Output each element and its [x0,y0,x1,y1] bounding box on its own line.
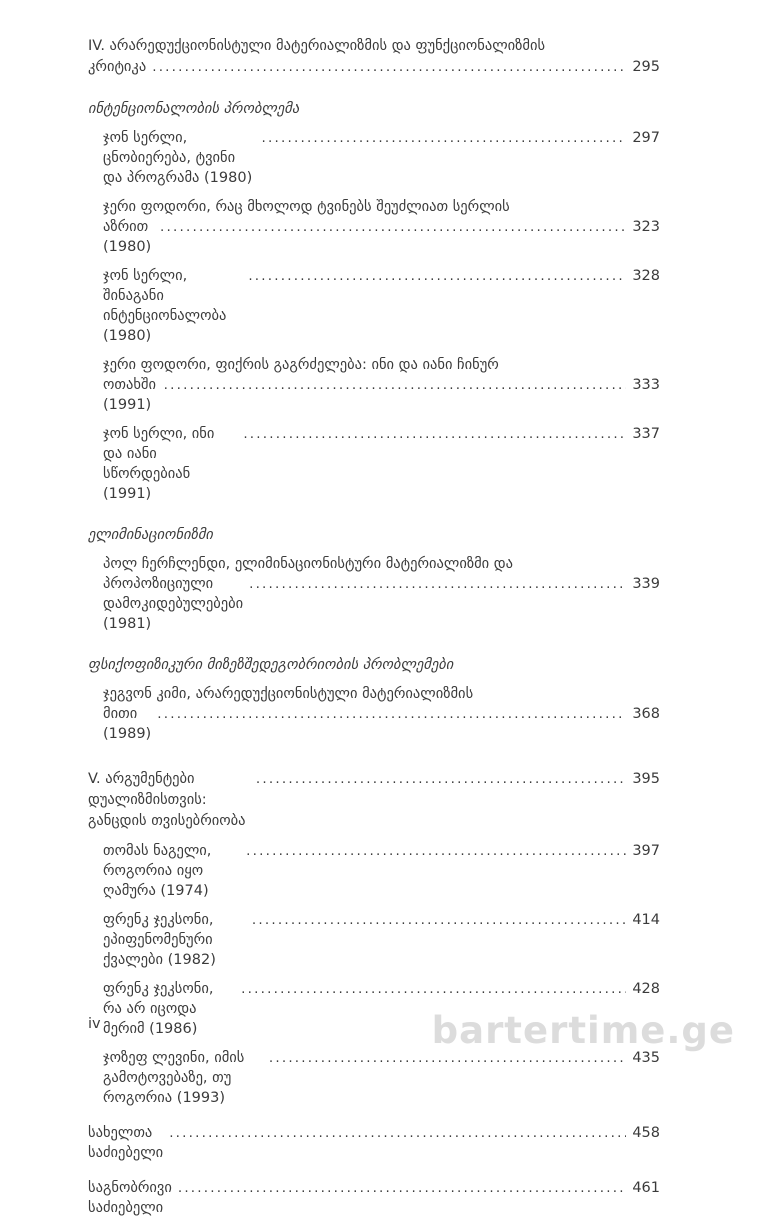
toc-chapter [88,36,660,78]
toc-line: მითი (1989) [103,706,152,742]
toc-chapter [88,769,660,832]
toc-subheading: ინტენციონალობის პრობლემა [88,101,300,117]
toc-line: ოთახში (1991) [103,377,156,413]
toc-line: ჯონ სერლი, ცნობიერება, ტვინი და პროგრამა (1980) [103,130,253,186]
toc-line: ჯეგვონ კიმი, არარედუქციონისტული მატერიალიზმის [103,686,474,702]
toc-page-number: 333 [632,377,660,393]
toc-line: საგნობრივი საძიებელი [88,1180,172,1216]
dot-leader [178,1178,626,1198]
dot-leader [157,704,626,724]
dot-leader [160,217,626,237]
toc-page-number: 368 [632,706,660,722]
toc-entry [88,684,660,744]
toc-line: პროპოზიციული დამოკიდებულებები (1981) [103,576,244,632]
dot-leader [246,841,626,861]
toc-page-number: 461 [632,1180,660,1196]
toc-line: ჯონ სერლი, შინაგანი ინტენციონალობა (1980) [103,268,227,344]
toc-line: ფრენკ ჯეკსონი, რა არ იცოდა მერიმ (1986) [103,981,214,1037]
footer-page-number: iv [88,1016,101,1032]
toc-line: კრიტიკა [88,59,147,75]
toc-entry [88,554,660,634]
dot-leader [252,910,626,930]
dot-leader [248,266,626,286]
toc-page-number: 428 [632,981,660,997]
toc-page-number: 328 [632,268,660,284]
toc-page-number: 435 [632,1050,660,1066]
toc-entry [88,1048,660,1108]
toc-line: V. არგუმენტები დუალიზმისთვის: განცდის თვისებრიობა [88,771,246,829]
toc-line: ჯერი ფოდორი, ფიქრის გაგრძელება: ინი და იანი ჩინურ [103,357,499,373]
toc-entry [88,266,660,346]
dot-leader [241,979,626,999]
toc-line: ჯოზეფ ლევინი, იმის გამოტოვებაზე, თუ როგორია (1993) [103,1050,245,1106]
dot-leader [152,57,626,78]
toc-line: ფრენკ ჯეკსონი, ეპიფენომენური ქვალები (1982) [103,912,216,968]
toc-subheading: ელიმინაციონიზმი [88,527,213,543]
toc-line: პოლ ჩერჩლენდი, ელიმინაციონისტური მატერიალიზმი და [103,556,514,572]
toc-index [88,1123,660,1163]
toc-page-number: 297 [632,130,660,146]
toc-entry [88,910,660,970]
toc-line: ჯერი ფოდორი, რაც მხოლოდ ტვინებს შეუძლიათ სერლის [103,199,510,215]
toc-line: აზრით (1980) [103,219,152,255]
toc-page-number: 339 [632,576,660,592]
toc-page-number: 458 [632,1125,660,1141]
dot-leader [262,128,627,148]
watermark: bartertime.ge [431,1009,735,1052]
toc-entry [88,197,660,257]
toc-index [88,1178,660,1218]
toc-entry [88,841,660,901]
dot-leader [243,424,626,444]
toc-page-number: 395 [632,771,660,787]
dot-leader [164,375,626,395]
toc-page-number: 323 [632,219,660,235]
toc-entry [88,355,660,415]
toc-entry [88,424,660,504]
toc-page-number: 414 [632,912,660,928]
dot-leader [169,1123,626,1143]
toc-entry [88,128,660,188]
toc-page-number: 295 [632,59,660,75]
dot-leader [256,769,626,790]
toc-page-number: 397 [632,843,660,859]
dot-leader [249,574,626,594]
toc-page-number: 337 [632,426,660,442]
toc-line: ჯონ სერლი, ინი და იანი სწორდებიან (1991) [103,426,215,502]
toc-line: სახელთა საძიებელი [88,1125,164,1161]
toc-subheading: ფსიქოფიზიკური მიზეზშედეგობრიობის პრობლემები [88,657,454,673]
toc-line: თომას ნაგელი, როგორია იყო ღამურა (1974) [103,843,212,899]
toc-line: IV. არარედუქციონისტული მატერიალიზმის და ფუნქციონალიზმის [88,38,546,54]
